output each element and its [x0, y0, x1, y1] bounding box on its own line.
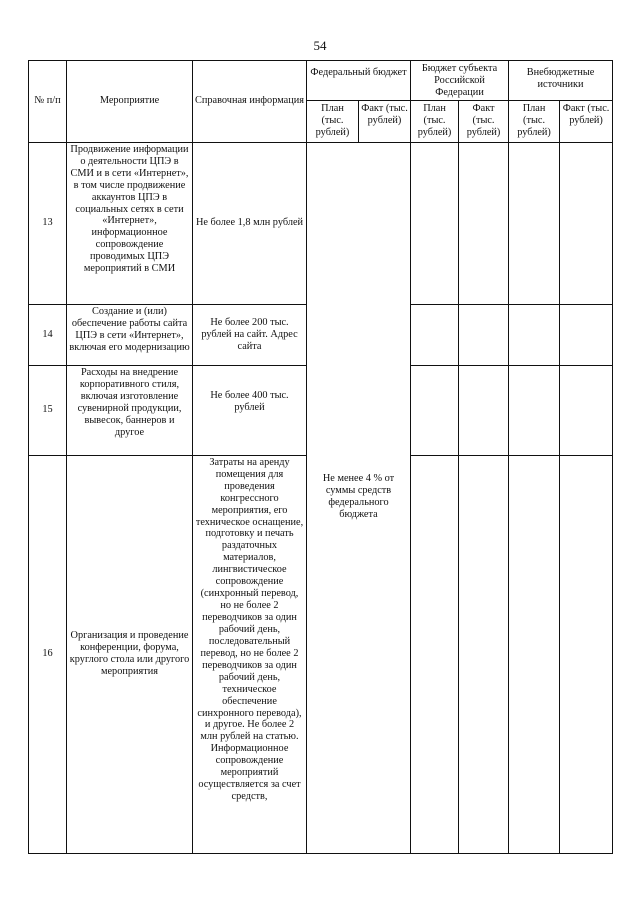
header-info: Справочная информация	[193, 61, 307, 143]
row-13-extra-plan	[509, 142, 560, 304]
row-14-subject-plan	[411, 304, 459, 365]
row-16-num: 16	[29, 455, 67, 853]
row-14-info: Не более 200 тыс. рублей на сайт. Адрес сайта	[193, 304, 307, 365]
row-16-extra-plan	[509, 455, 560, 853]
row-16-activity: Организация и проведение конференции, форума, круглого стола или другого мероприятия	[67, 455, 193, 853]
table-row	[29, 142, 613, 304]
row-14-subject-fact	[459, 304, 509, 365]
row-14-num: 14	[29, 304, 67, 365]
header-federal-plan: План (тыс. рублей)	[307, 100, 359, 142]
row-16-info: Затраты на аренду помещения для проведения конгрессного мероприятия, его техническое оснащение, подготовку и печать раздаточных материалов, лингвистическое сопровождение (синхронный перевод, но не более 2 переводчиков за один рабочий день, последовательный перевод, но не более 2 переводчиков за один рабочий день, техническое обеспечение синхронного перевода), и другое. Не более 2 млн рублей на статью. Информационное сопровождение мероприятий осуществляется за счет средств,	[193, 455, 307, 853]
row-16-extra-fact	[560, 455, 613, 853]
header-num: № п/п	[29, 61, 67, 143]
header-federal-fact: Факт (тыс. рублей)	[359, 100, 411, 142]
row-15-activity: Расходы на внедрение корпоративного стиля, включая изготовление сувенирной продукции, вывесок, баннеров и другое	[67, 365, 193, 455]
row-15-info: Не более 400 тыс. рублей	[193, 365, 307, 455]
header-subject-fact: Факт (тыс. рублей)	[459, 100, 509, 142]
row-13-extra-fact	[560, 142, 613, 304]
row-15-num: 15	[29, 365, 67, 455]
budget-table	[28, 60, 613, 854]
header-subject-plan: План (тыс. рублей)	[411, 100, 459, 142]
row-16-subject-fact	[459, 455, 509, 853]
header-federal-budget: Федеральный бюджет	[307, 61, 411, 101]
row-14-extra-plan	[509, 304, 560, 365]
row-14-activity: Создание и (или) обеспечение работы сайта ЦПЭ в сети «Интернет», включая его модернизацию	[67, 304, 193, 365]
row-15-extra-fact	[560, 365, 613, 455]
header-extra-fact: Факт (тыс. рублей)	[560, 100, 613, 142]
federal-budget-note: Не менее 4 % от суммы средств федерального бюджета	[307, 142, 411, 853]
row-16-subject-plan	[411, 455, 459, 853]
row-13-num: 13	[29, 142, 67, 304]
header-activity: Мероприятие	[67, 61, 193, 143]
header-row-top	[29, 61, 613, 101]
row-15-subject-fact	[459, 365, 509, 455]
row-13-info: Не более 1,8 млн рублей	[193, 142, 307, 304]
row-13-activity: Продвижение информации о деятельности ЦПЭ в СМИ и в сети «Интернет», в том числе продвижение аккаунтов ЦПЭ в социальных сетях в сети «Интернет», информационное сопровождение проводимых ЦПЭ мероприятий в СМИ	[67, 142, 193, 304]
row-15-extra-plan	[509, 365, 560, 455]
page-number: 54	[313, 38, 327, 53]
header-extrabudgetary: Внебюджетные источники	[509, 61, 613, 101]
header-extra-plan: План (тыс. рублей)	[509, 100, 560, 142]
header-subject-budget: Бюджет субъекта Российской Федерации	[411, 61, 509, 101]
row-13-subject-fact	[459, 142, 509, 304]
row-13-subject-plan	[411, 142, 459, 304]
row-14-extra-fact	[560, 304, 613, 365]
row-15-subject-plan	[411, 365, 459, 455]
